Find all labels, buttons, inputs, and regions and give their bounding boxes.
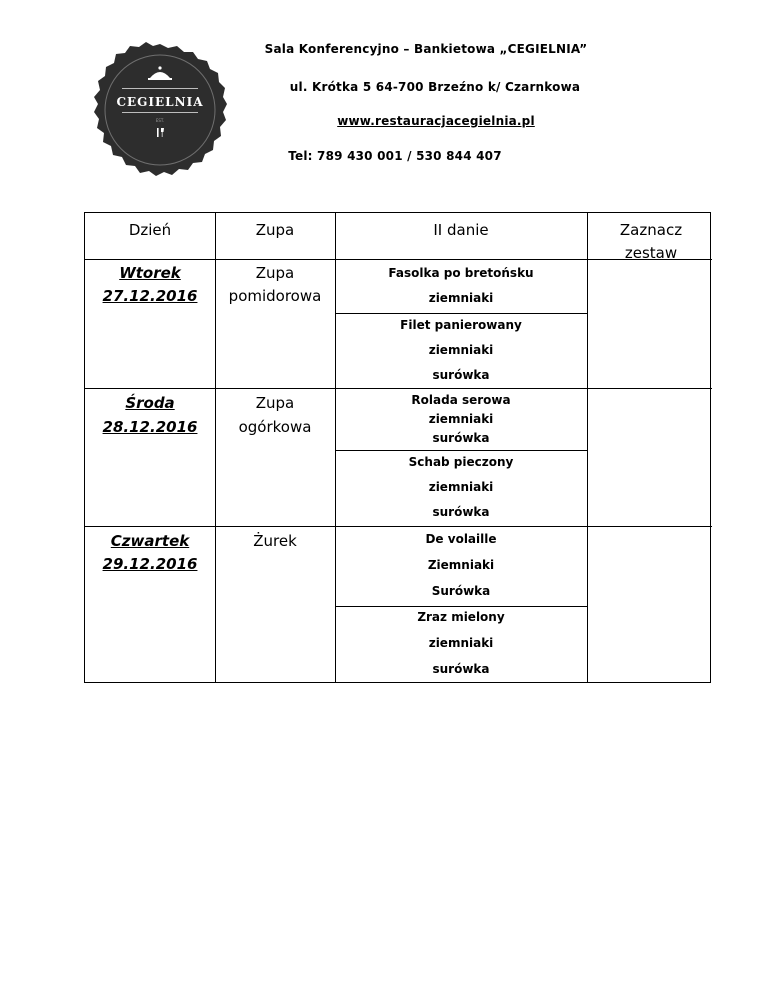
day-name: Czwartek	[110, 532, 190, 550]
svg-text:EST.: EST.	[155, 118, 165, 123]
dish-side: ziemniaki	[428, 636, 494, 650]
phone-numbers: Tel: 789 430 001 / 530 844 407	[288, 149, 502, 163]
soup-name: Zupa	[255, 394, 295, 412]
select-set-cell[interactable]	[588, 260, 712, 388]
soup-name-cont: pomidorowa	[228, 287, 322, 305]
select-set-cell[interactable]	[588, 527, 712, 683]
dish-salad: surówka	[432, 505, 490, 519]
dish-main: Filet panierowany	[400, 318, 522, 332]
soup-name-cont: ogórkowa	[238, 418, 312, 436]
select-set-cell[interactable]	[588, 389, 712, 526]
dish-main: Zraz mielony	[417, 610, 505, 624]
day-date: 28.12.2016	[102, 418, 198, 436]
day-date: 29.12.2016	[102, 555, 198, 573]
soup-name: Żurek	[253, 532, 297, 550]
dish-side: ziemniaki	[428, 412, 494, 426]
day-date: 27.12.2016	[102, 287, 198, 305]
column-header-day: Dzień	[128, 221, 172, 239]
venue-address: ul. Krótka 5 64-700 Brzeźno k/ Czarnkowa	[289, 80, 581, 94]
day-name: Środa	[125, 394, 175, 412]
dish-salad: Surówka	[431, 584, 491, 598]
dish-side: ziemniaki	[428, 480, 494, 494]
column-header-main-course: II danie	[433, 221, 489, 239]
dish-main: Fasolka po bretońsku	[388, 266, 534, 280]
column-header-soup: Zupa	[255, 221, 295, 239]
menu-table	[84, 212, 711, 683]
soup-name: Zupa	[255, 264, 295, 282]
dish-salad: surówka	[432, 662, 490, 676]
dish-main: Schab pieczony	[408, 455, 514, 469]
cegielnia-logo	[92, 42, 228, 178]
dish-salad: surówka	[432, 368, 490, 382]
venue-title: Sala Konferencyjno – Bankietowa „CEGIELNIA”	[264, 42, 588, 56]
dish-side: Ziemniaki	[427, 558, 495, 572]
column-header-select-set: Zaznacz zestaw	[619, 221, 683, 262]
day-name: Wtorek	[119, 264, 181, 282]
dish-main: Rolada serowa	[411, 393, 511, 407]
dish-side: ziemniaki	[428, 343, 494, 357]
website-link[interactable]: www.restauracjacegielnia.pl	[337, 114, 535, 128]
dish-side: ziemniaki	[428, 291, 494, 305]
dish-salad: surówka	[432, 431, 490, 445]
dish-main: De volaille	[425, 532, 497, 546]
logo-text: CEGIELNIA	[116, 95, 204, 109]
